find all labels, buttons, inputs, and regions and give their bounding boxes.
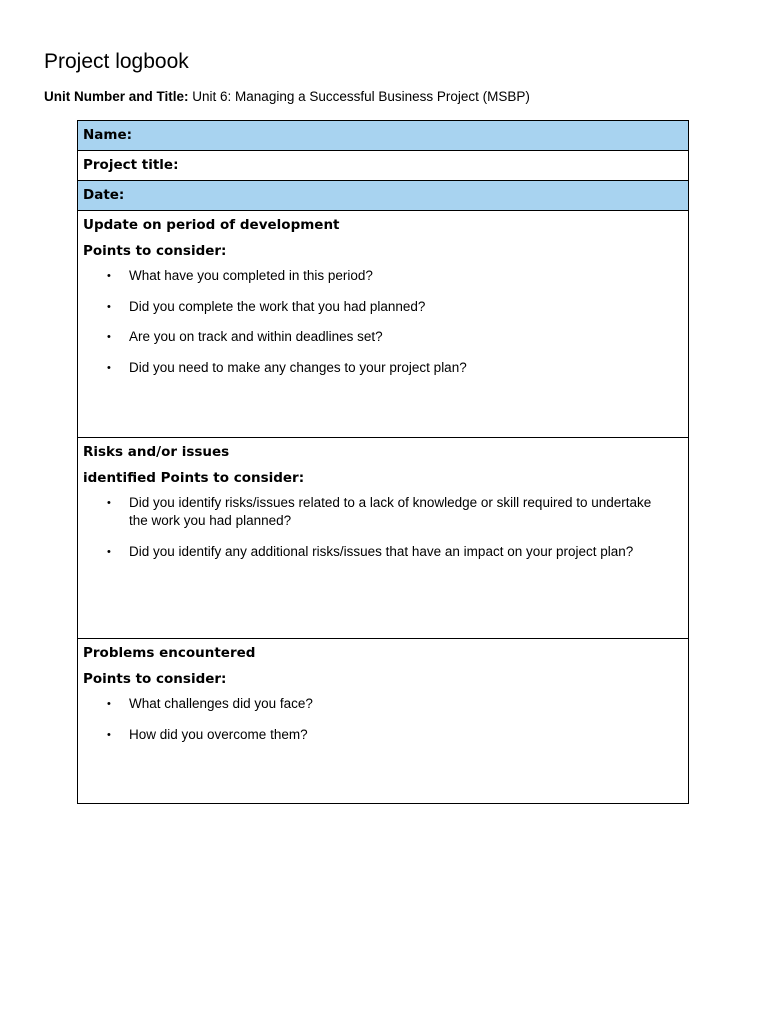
point-text: Are you on track and within deadlines set? <box>129 329 383 344</box>
list-item <box>83 543 683 561</box>
bullet-icon: • <box>107 728 111 741</box>
bullet-icon: • <box>107 300 111 313</box>
project-title-label: Project title: <box>83 157 179 173</box>
date-label: Date: <box>83 187 125 203</box>
section-heading: Risks and/or issues <box>83 444 230 460</box>
section-risks-row <box>78 438 689 639</box>
points-list <box>83 494 683 561</box>
point-text: How did you overcome them? <box>129 726 308 742</box>
list-item <box>83 726 683 744</box>
list-item <box>83 494 683 530</box>
point-text: Did you identify risks/issues related to a lack of knowledge or skill required to undertake the work you had planned? <box>129 495 652 528</box>
date-field[interactable] <box>78 181 689 211</box>
project-title-field[interactable] <box>78 151 689 181</box>
section-problems-field[interactable] <box>78 639 689 804</box>
points-list <box>83 695 683 744</box>
list-item <box>83 695 683 713</box>
points-list <box>83 267 683 377</box>
bullet-icon: • <box>107 497 111 509</box>
list-item <box>83 267 683 285</box>
project-title-row <box>78 151 689 181</box>
bullet-icon: • <box>107 545 111 558</box>
logbook-form <box>77 120 689 804</box>
section-heading: Update on period of development <box>83 217 340 233</box>
section-problems-row <box>78 639 689 804</box>
name-row <box>78 121 689 151</box>
point-text: Did you identify any additional risks/issues that have an impact on your project plan? <box>129 543 634 559</box>
section-development-row <box>78 211 689 438</box>
unit-info <box>44 88 530 106</box>
unit-label: Unit Number and Title: <box>44 89 189 104</box>
point-text: What have you completed in this period? <box>129 268 373 283</box>
date-row <box>78 181 689 211</box>
section-subheading: Points to consider: <box>83 243 227 259</box>
name-label: Name: <box>83 127 133 143</box>
point-text: Did you need to make any changes to your project plan? <box>129 359 467 375</box>
point-text: Did you complete the work that you had planned? <box>129 298 426 314</box>
section-risks-field[interactable] <box>78 438 689 639</box>
section-subheading: Points to consider: <box>83 671 227 687</box>
section-heading: Problems encountered <box>83 645 256 661</box>
page-title: Project logbook <box>44 50 189 73</box>
point-text: What challenges did you face? <box>129 696 313 711</box>
section-subheading: identified Points to consider: <box>83 470 305 486</box>
unit-value: Unit 6: Managing a Successful Business Project (MSBP) <box>192 89 530 104</box>
section-development-field[interactable] <box>78 211 689 438</box>
list-item <box>83 298 683 316</box>
bullet-icon: • <box>107 331 111 343</box>
bullet-icon: • <box>107 361 111 374</box>
list-item <box>83 328 683 346</box>
bullet-icon: • <box>107 270 111 282</box>
bullet-icon: • <box>107 698 111 710</box>
list-item <box>83 359 683 377</box>
name-field[interactable] <box>78 121 689 151</box>
